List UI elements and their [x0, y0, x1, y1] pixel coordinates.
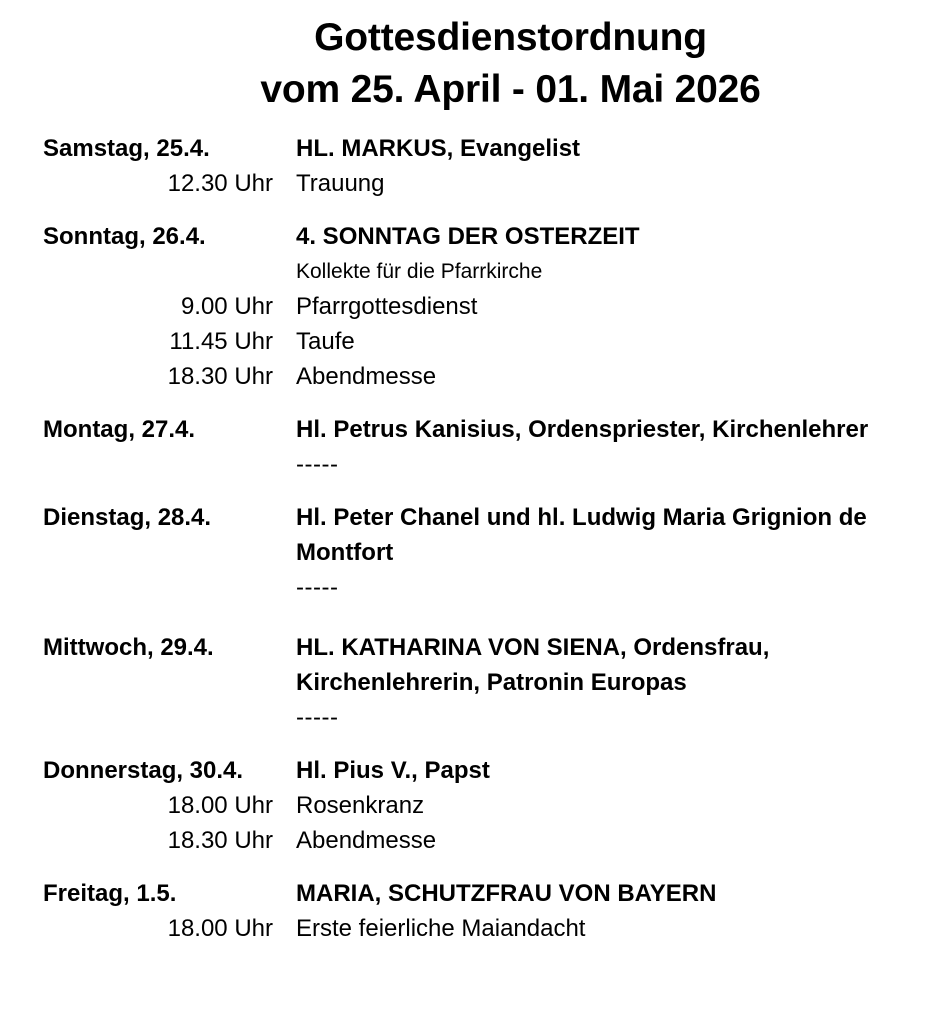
day-name: Samstag, 25.4. — [43, 135, 210, 162]
page-title — [41, 12, 939, 116]
day-block-sonntag — [43, 219, 939, 394]
service-time: 18.00 Uhr — [167, 792, 273, 819]
day-block-dienstag — [43, 500, 939, 605]
no-service-row — [43, 570, 939, 605]
feast-name: Hl. Pius V., Papst — [296, 757, 490, 784]
day-name: Freitag, 1.5. — [43, 880, 177, 907]
feast-name: Hl. Peter Chanel und hl. Ludwig Maria Grignion de Montfort — [296, 504, 867, 566]
day-header-row — [43, 219, 939, 254]
service-time: 18.30 Uhr — [167, 363, 273, 390]
service-event: Abendmesse — [296, 827, 437, 854]
service-event: Trauung — [296, 170, 385, 197]
no-service-dashes: ----- — [296, 574, 339, 601]
day-block-montag — [43, 412, 939, 482]
day-header-row — [43, 131, 939, 166]
service-event: Rosenkranz — [296, 792, 425, 819]
service-time: 18.30 Uhr — [167, 827, 273, 854]
service-time: 9.00 Uhr — [180, 293, 273, 320]
title-line-2: vom 25. April - 01. Mai 2026 — [260, 68, 761, 111]
empty-cell — [43, 447, 273, 482]
feast-name: Hl. Petrus Kanisius, Ordenspriester, Kirchenlehrer — [296, 416, 869, 443]
service-event: Taufe — [296, 328, 355, 355]
no-service-dashes: ----- — [296, 704, 339, 731]
service-time: 12.30 Uhr — [167, 170, 273, 197]
no-service-row — [43, 447, 939, 482]
day-block-freitag — [43, 876, 939, 946]
title-line-1: Gottesdienstordnung — [314, 16, 707, 59]
empty-cell — [43, 700, 273, 735]
feast-name: 4. SONNTAG DER OSTERZEIT — [296, 223, 640, 250]
day-name: Donnerstag, 30.4. — [43, 757, 244, 784]
empty-cell — [43, 570, 273, 605]
service-row — [43, 289, 939, 324]
empty-cell — [43, 254, 273, 289]
day-name: Dienstag, 28.4. — [43, 504, 212, 531]
service-row — [43, 359, 939, 394]
service-row — [43, 911, 939, 946]
collection-note: Kollekte für die Pfarrkirche — [296, 260, 543, 283]
day-header-row — [43, 876, 939, 911]
feast-name: HL. KATHARINA VON SIENA, Ordensfrau, Kirchenlehrerin, Patronin Europas — [296, 634, 770, 696]
service-event: Erste feierliche Maiandacht — [296, 915, 586, 942]
service-event: Abendmesse — [296, 363, 437, 390]
document-page — [0, 12, 939, 1035]
service-schedule — [0, 131, 939, 946]
day-name: Mittwoch, 29.4. — [43, 634, 214, 661]
day-block-samstag — [43, 131, 939, 201]
service-event: Pfarrgottesdienst — [296, 293, 478, 320]
service-row — [43, 788, 939, 823]
no-service-dashes: ----- — [296, 451, 339, 478]
feast-name: HL. MARKUS, Evangelist — [296, 135, 581, 162]
service-time: 18.00 Uhr — [167, 915, 273, 942]
day-block-donnerstag — [43, 753, 939, 858]
service-time: 11.45 Uhr — [169, 328, 273, 355]
day-name: Montag, 27.4. — [43, 416, 196, 443]
service-row — [43, 823, 939, 858]
feast-name: MARIA, SCHUTZFRAU VON BAYERN — [296, 880, 717, 907]
day-header-row — [43, 630, 939, 700]
day-header-row — [43, 500, 939, 570]
service-row — [43, 324, 939, 359]
day-block-mittwoch — [43, 630, 939, 735]
service-row — [43, 166, 939, 201]
day-header-row — [43, 753, 939, 788]
day-header-row — [43, 412, 939, 447]
collection-note-row — [43, 254, 939, 289]
day-name: Sonntag, 26.4. — [43, 223, 206, 250]
no-service-row — [43, 700, 939, 735]
